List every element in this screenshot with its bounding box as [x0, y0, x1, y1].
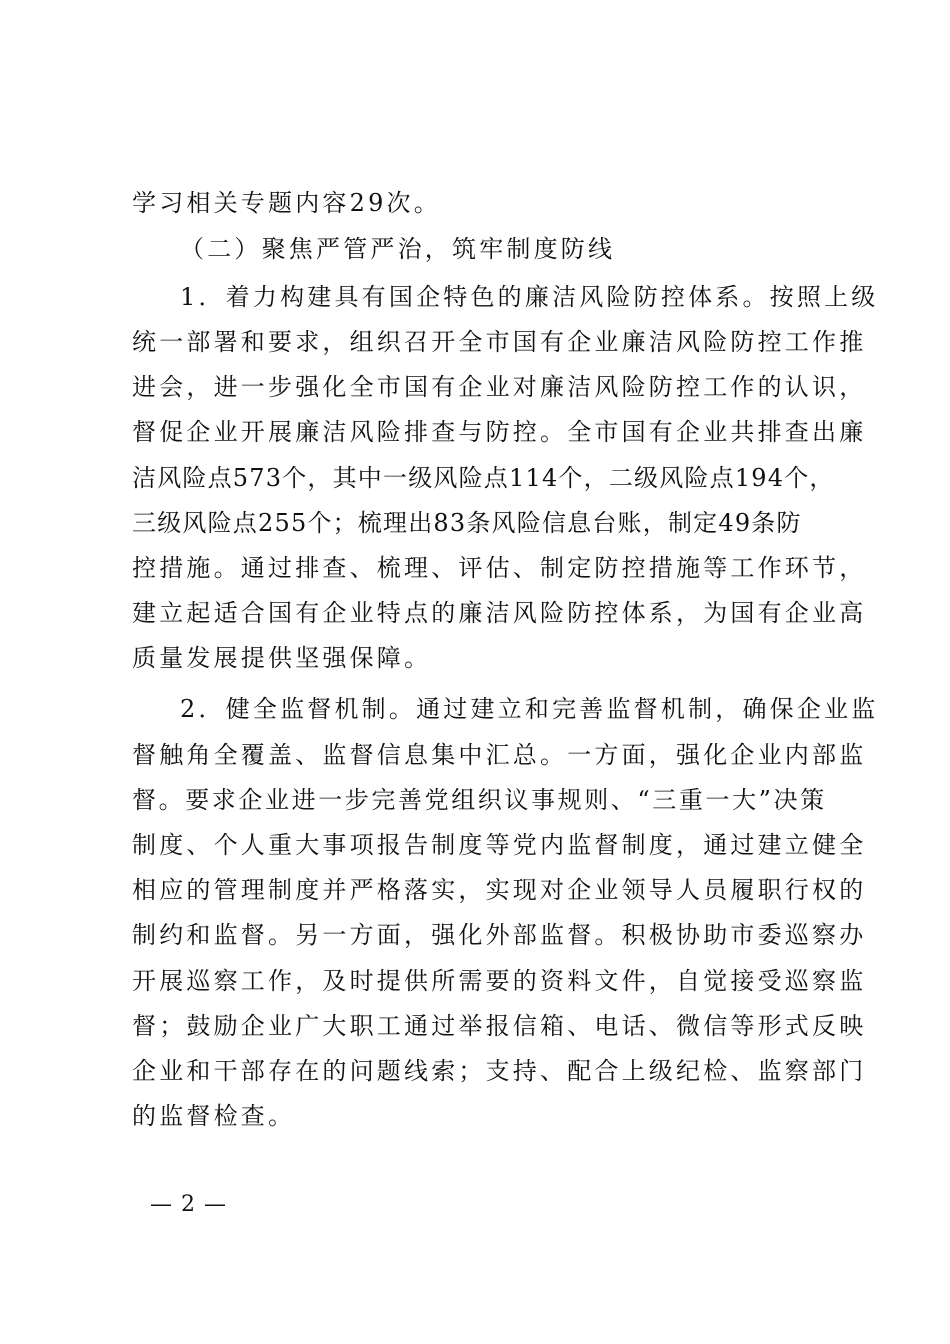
paragraph-1-line-3: 进会，进一步强化全市国有企业对廉洁风险防控工作的认识，	[132, 373, 867, 401]
paragraph-2-line-9: 企业和干部存在的问题线索；支持、配合上级纪检、监察部门	[132, 1057, 867, 1085]
paragraph-1-line-2: 统一部署和要求，组织召开全市国有企业廉洁风险防控工作推	[132, 328, 867, 356]
paragraph-2-line-5: 相应的管理制度并严格落实，实现对企业领导人员履职行权的	[132, 876, 867, 904]
text-line-continuation: 学习相关专题内容29次。	[132, 189, 441, 217]
paragraph-2-line-8: 督；鼓励企业广大职工通过举报信箱、电话、微信等形式反映	[132, 1012, 867, 1040]
paragraph-1-line-7: 控措施。通过排查、梳理、评估、制定防控措施等工作环节，	[132, 554, 867, 582]
paragraph-2-line-2: 督触角全覆盖、监督信息集中汇总。一方面，强化企业内部监	[132, 741, 867, 769]
paragraph-2-line-1: 2．健全监督机制。通过建立和完善监督机制，确保企业监	[180, 695, 879, 723]
paragraph-1-line-6: 三级风险点255个；梳理出83条风险信息台账，制定49条防	[132, 509, 802, 537]
paragraph-2-line-10: 的监督检查。	[132, 1102, 296, 1130]
paragraph-2-line-4: 制度、个人重大事项报告制度等党内监督制度，通过建立健全	[132, 831, 867, 859]
paragraph-2-line-6: 制约和监督。另一方面，强化外部监督。积极协助市委巡察办	[132, 921, 867, 949]
paragraph-1-line-5: 洁风险点573个，其中一级风险点114个，二级风险点194个，	[132, 464, 835, 492]
page-number: — 2 —	[150, 1192, 227, 1217]
section-heading: （二）聚焦严管严治，筑牢制度防线	[180, 235, 616, 263]
paragraph-1-line-8: 建立起适合国有企业特点的廉洁风险防控体系，为国有企业高	[132, 599, 867, 627]
paragraph-1-line-4: 督促企业开展廉洁风险排查与防控。全市国有企业共排查出廉	[132, 418, 867, 446]
paragraph-2-line-7: 开展巡察工作，及时提供所需要的资料文件，自觉接受巡察监	[132, 967, 867, 995]
paragraph-1-line-9: 质量发展提供坚强保障。	[132, 644, 432, 672]
paragraph-1-line-1: 1．着力构建具有国企特色的廉洁风险防控体系。按照上级	[180, 283, 879, 311]
paragraph-2-line-3: 督。要求企业进一步完善党组织议事规则、“三重一大”决策	[132, 786, 827, 814]
